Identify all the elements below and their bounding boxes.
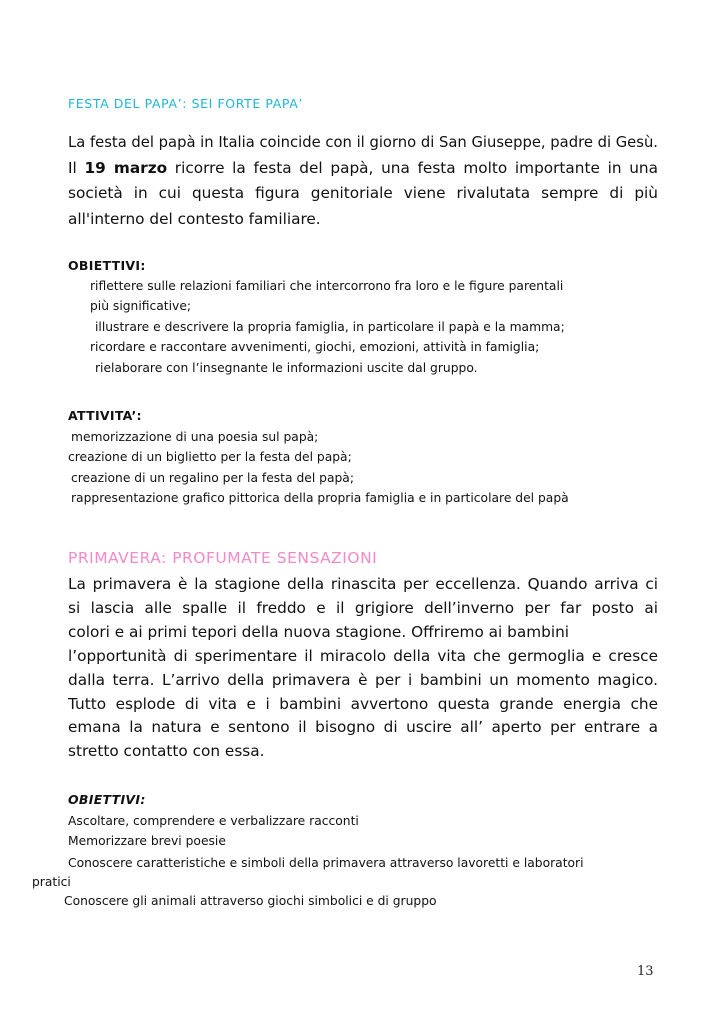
primavera-line: colori e ai primi tepori della nuova stagione. Offriremo ai bambini bbox=[68, 622, 570, 641]
primavera-line: dalla terra. L’arrivo della primavera è per i bambini un momento magico. bbox=[68, 670, 658, 689]
primavera-line: stretto contatto con essa. bbox=[68, 742, 265, 761]
festa-attivita-item: creazione di un biglietto per la festa del papà; bbox=[68, 450, 352, 464]
festa-attivita-item: memorizzazione di una poesia sul papà; bbox=[71, 430, 319, 444]
primavera-line: l’opportunità di sperimentare il miracolo della vita che germoglia e cresce bbox=[68, 646, 658, 665]
festa-intro-line bbox=[68, 156, 658, 182]
primavera-line: La primavera è la stagione della rinascita per eccellenza. Quando arriva ci bbox=[68, 575, 658, 593]
primavera-line: Tutto esplode di vita e i bambini avvertono questa grande energia che bbox=[68, 694, 658, 713]
section-title-primavera: PRIMAVERA: PROFUMATE SENSAZIONI bbox=[68, 549, 378, 567]
festa-intro-line: La festa del papà in Italia coincide con il giorno di San Giuseppe, padre di Gesù. bbox=[68, 133, 658, 151]
festa-attivita-label: ATTIVITA’: bbox=[68, 408, 142, 423]
festa-attivita-item: rappresentazione grafico pittorica della propria famiglia e in particolare del papà bbox=[71, 491, 569, 505]
festa-intro-line: società in cui questa figura genitoriale viene rivalutata sempre di più bbox=[68, 184, 658, 202]
festa-intro-paragraph bbox=[68, 130, 658, 232]
page-number: 13 bbox=[637, 964, 654, 979]
festa-obiettivo-item: ricordare e raccontare avvenimenti, giochi, emozioni, attività in famiglia; bbox=[90, 340, 540, 354]
festa-intro-text: ricorre la festa del papà, una festa molto importante in una bbox=[167, 158, 658, 177]
date-highlight: 19 marzo bbox=[84, 158, 168, 177]
primavera-obiettivo-item: pratici bbox=[32, 875, 71, 889]
festa-obiettivo-item: riflettere sulle relazioni familiari che intercorrono fra loro e le figure parentali bbox=[90, 279, 564, 293]
primavera-obiettivo-item: Ascoltare, comprendere e verbalizzare racconti bbox=[68, 814, 359, 828]
festa-obiettivo-item: illustrare e descrivere la propria famiglia, in particolare il papà e la mamma; bbox=[95, 320, 565, 334]
festa-attivita-item: creazione di un regalino per la festa del papà; bbox=[71, 471, 354, 485]
primavera-obiettivo-item: Memorizzare brevi poesie bbox=[68, 834, 226, 848]
festa-intro-line: all'interno del contesto familiare. bbox=[68, 209, 321, 228]
primavera-paragraph bbox=[68, 573, 658, 764]
festa-intro-text: Il bbox=[68, 158, 85, 177]
primavera-obiettivo-item: Conoscere gli animali attraverso giochi simbolici e di gruppo bbox=[64, 894, 437, 908]
primavera-line: si lascia alle spalle il freddo e il grigiore dell’inverno per far posto ai bbox=[68, 598, 658, 617]
festa-obiettivo-item: rielaborare con l’insegnante le informazioni uscite dal gruppo. bbox=[95, 361, 478, 375]
festa-obiettivi-label: OBIETTIVI: bbox=[68, 258, 146, 273]
primavera-obiettivo-item: Conoscere caratteristiche e simboli della primavera attraverso lavoretti e laboratori bbox=[68, 856, 584, 870]
primavera-obiettivi-label: OBIETTIVI: bbox=[68, 792, 146, 807]
festa-obiettivo-item: più significative; bbox=[90, 299, 192, 313]
primavera-line: emana la natura e sentono il bisogno di uscire all’ aperto per entrare a bbox=[68, 718, 658, 737]
section-title-festa: FESTA DEL PAPA’: SEI FORTE PAPA’ bbox=[68, 96, 303, 111]
